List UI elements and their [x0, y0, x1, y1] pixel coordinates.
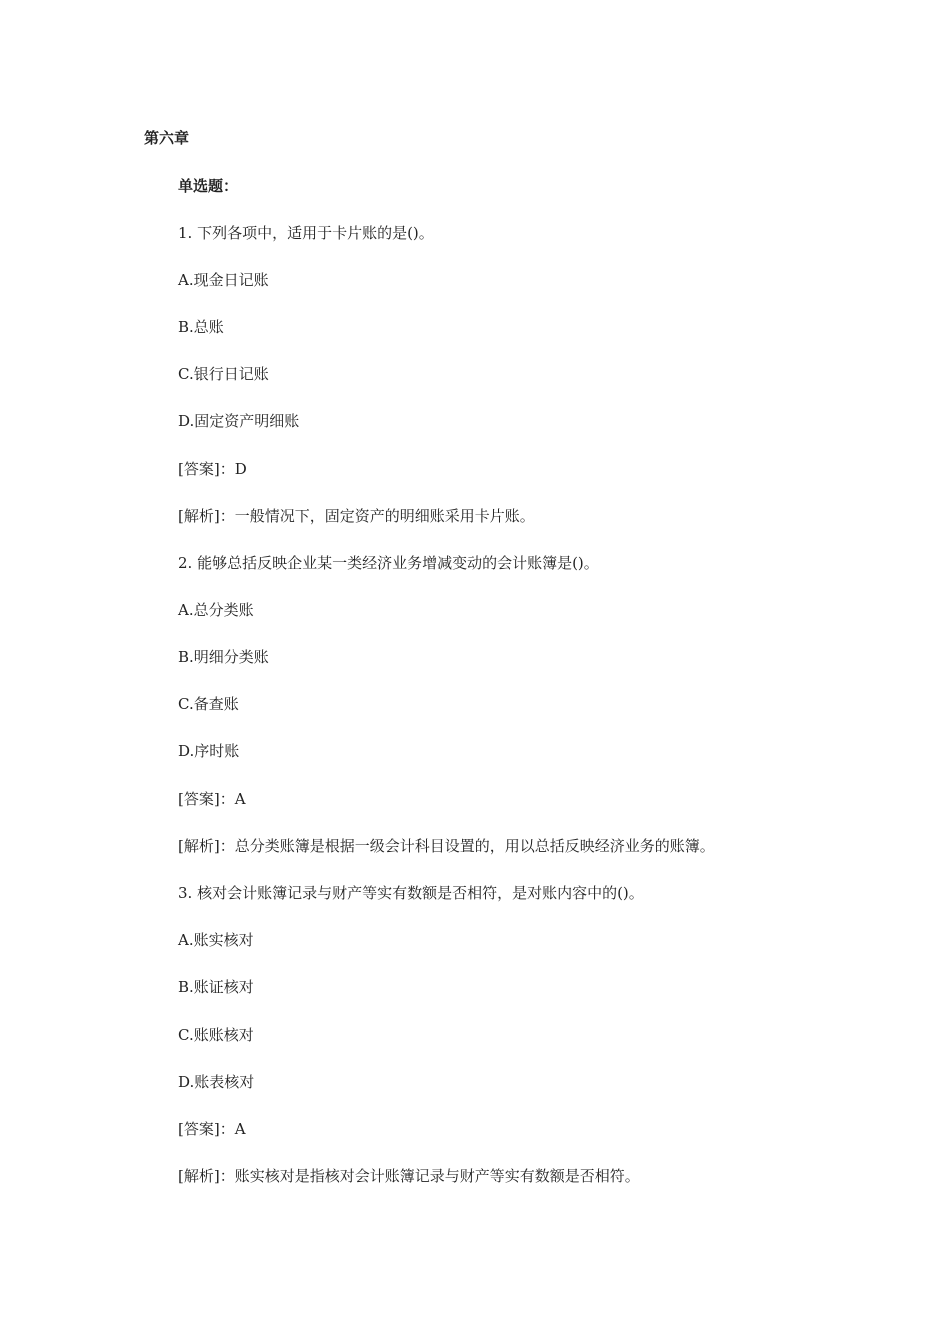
- question-2-analysis: [解析]：总分类账簿是根据一级会计科目设置的，用以总括反映经济业务的账簿。: [178, 837, 715, 855]
- question-3-answer: [答案]：A: [178, 1120, 246, 1138]
- question-3-option-d: D.账表核对: [178, 1073, 255, 1091]
- question-1-option-d: D.固定资产明细账: [178, 412, 300, 430]
- question-1-text: 1. 下列各项中，适用于卡片账的是()。: [178, 224, 434, 242]
- chapter-title: 第六章: [144, 129, 190, 147]
- question-1-answer: [答案]：D: [178, 460, 247, 478]
- question-2-option-a: A.总分类账: [178, 601, 254, 619]
- question-1-analysis: [解析]：一般情况下，固定资产的明细账采用卡片账。: [178, 507, 535, 525]
- question-2-option-b: B.明细分类账: [178, 648, 269, 666]
- section-title: 单选题：: [178, 177, 239, 195]
- question-3-option-a: A.账实核对: [178, 931, 254, 949]
- question-2-option-c: C.备查账: [178, 695, 239, 713]
- question-2-answer: [答案]：A: [178, 790, 246, 808]
- question-2-option-d: D.序时账: [178, 742, 240, 760]
- question-1-option-c: C.银行日记账: [178, 365, 269, 383]
- question-3-analysis: [解析]：账实核对是指核对会计账簿记录与财产等实有数额是否相符。: [178, 1167, 640, 1185]
- question-1-option-b: B.总账: [178, 318, 224, 336]
- question-3-text: 3. 核对会计账簿记录与财产等实有数额是否相符，是对账内容中的()。: [178, 884, 644, 902]
- question-2-text: 2. 能够总括反映企业某一类经济业务增减变动的会计账簿是()。: [178, 554, 599, 572]
- question-1-option-a: A.现金日记账: [178, 271, 269, 289]
- question-3-option-c: C.账账核对: [178, 1026, 254, 1044]
- question-3-option-b: B.账证核对: [178, 978, 254, 996]
